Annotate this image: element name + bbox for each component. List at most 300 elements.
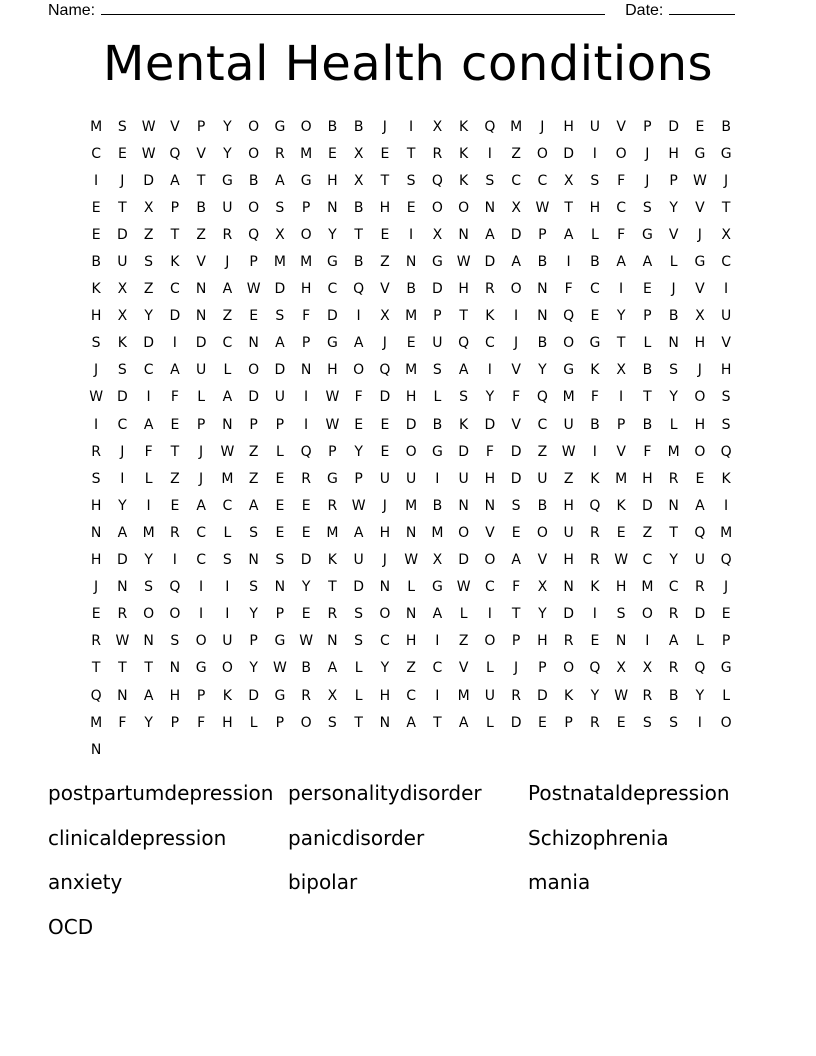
grid-letter[interactable]: X <box>275 226 285 243</box>
grid-letter[interactable]: D <box>169 308 181 325</box>
grid-letter[interactable]: L <box>590 226 599 243</box>
grid-letter[interactable]: B <box>537 497 548 514</box>
grid-letter[interactable]: G <box>431 579 443 596</box>
grid-letter[interactable]: P <box>249 416 258 433</box>
grid-letter[interactable]: S <box>327 714 337 731</box>
grid-letter[interactable]: S <box>275 308 285 325</box>
grid-letter[interactable]: C <box>91 145 102 162</box>
grid-letter[interactable]: I <box>435 633 440 650</box>
grid-letter[interactable]: O <box>300 714 312 731</box>
grid-letter[interactable]: E <box>380 226 390 243</box>
grid-letter[interactable]: F <box>354 389 363 406</box>
grid-letter[interactable]: E <box>275 497 285 514</box>
grid-letter[interactable]: I <box>435 470 440 487</box>
grid-letter[interactable]: Y <box>669 199 678 216</box>
grid-letter[interactable]: W <box>220 443 235 460</box>
grid-letter[interactable]: W <box>115 633 130 650</box>
grid-letter[interactable]: E <box>170 497 180 514</box>
grid-letter[interactable]: C <box>196 552 207 569</box>
grid-letter[interactable]: A <box>222 389 233 406</box>
grid-letter[interactable]: S <box>669 362 679 379</box>
grid-letter[interactable]: W <box>272 660 287 677</box>
grid-letter[interactable]: C <box>511 172 522 189</box>
grid-letter[interactable]: G <box>720 660 732 677</box>
grid-letter[interactable]: Q <box>353 281 365 298</box>
grid-letter[interactable]: Y <box>485 389 495 406</box>
grid-letter[interactable]: B <box>721 118 731 135</box>
grid-letter[interactable]: T <box>380 172 390 189</box>
grid-letter[interactable]: H <box>90 552 102 569</box>
grid-letter[interactable]: U <box>537 470 548 487</box>
grid-letter[interactable]: H <box>169 687 181 704</box>
grid-letter[interactable]: C <box>432 660 443 677</box>
grid-letter[interactable]: W <box>614 552 629 569</box>
grid-letter[interactable]: P <box>249 633 258 650</box>
grid-letter[interactable]: S <box>275 199 285 216</box>
grid-letter[interactable]: N <box>537 308 548 325</box>
grid-letter[interactable]: S <box>669 714 679 731</box>
grid-letter[interactable]: I <box>487 362 492 379</box>
grid-letter[interactable]: T <box>511 606 521 623</box>
grid-letter[interactable]: L <box>354 687 363 704</box>
grid-letter[interactable]: X <box>616 660 626 677</box>
grid-letter[interactable]: U <box>406 470 417 487</box>
grid-letter[interactable]: Z <box>143 281 154 298</box>
grid-letter[interactable]: R <box>117 606 128 623</box>
grid-letter[interactable]: O <box>431 199 443 216</box>
grid-letter[interactable]: U <box>589 118 600 135</box>
grid-letter[interactable]: N <box>668 335 679 352</box>
grid-letter[interactable]: O <box>641 606 653 623</box>
grid-letter[interactable]: D <box>116 226 128 243</box>
grid-letter[interactable]: S <box>144 579 154 596</box>
grid-letter[interactable]: S <box>275 552 285 569</box>
grid-letter[interactable]: I <box>172 552 177 569</box>
grid-letter[interactable]: M <box>641 579 654 596</box>
grid-letter[interactable]: N <box>248 552 259 569</box>
grid-letter[interactable]: G <box>563 362 575 379</box>
grid-letter[interactable]: Q <box>169 145 181 162</box>
grid-letter[interactable]: S <box>354 606 364 623</box>
grid-letter[interactable]: O <box>353 362 365 379</box>
grid-letter[interactable]: N <box>379 714 391 731</box>
grid-letter[interactable]: J <box>514 660 519 677</box>
grid-letter[interactable]: K <box>721 470 731 487</box>
grid-letter[interactable]: D <box>694 606 706 623</box>
grid-letter[interactable]: Q <box>431 172 443 189</box>
grid-letter[interactable]: H <box>90 497 102 514</box>
grid-letter[interactable]: R <box>301 687 311 704</box>
grid-letter[interactable]: H <box>720 362 732 379</box>
grid-letter[interactable]: E <box>354 416 364 433</box>
grid-letter[interactable]: D <box>248 389 260 406</box>
grid-letter[interactable]: J <box>645 172 650 189</box>
grid-letter[interactable]: I <box>356 308 361 325</box>
grid-letter[interactable]: H <box>615 579 627 596</box>
grid-letter[interactable]: A <box>406 714 416 731</box>
grid-letter[interactable]: O <box>536 145 548 162</box>
grid-letter[interactable]: Y <box>669 552 678 569</box>
grid-letter[interactable]: N <box>458 226 469 243</box>
grid-letter[interactable]: C <box>668 579 679 596</box>
grid-letter[interactable]: R <box>91 633 101 650</box>
grid-letter[interactable]: H <box>668 145 679 162</box>
grid-letter[interactable]: A <box>196 497 206 514</box>
grid-letter[interactable]: J <box>382 497 387 514</box>
grid-letter[interactable]: Y <box>669 389 678 406</box>
grid-letter[interactable]: B <box>196 199 206 216</box>
grid-letter[interactable]: Z <box>458 633 469 650</box>
grid-letter[interactable]: X <box>432 552 443 569</box>
grid-letter[interactable]: J <box>199 443 204 460</box>
grid-letter[interactable]: H <box>563 552 574 569</box>
grid-letter[interactable]: D <box>248 687 260 704</box>
grid-letter[interactable]: U <box>353 552 364 569</box>
grid-letter[interactable]: Y <box>144 308 153 325</box>
grid-letter[interactable]: L <box>223 362 232 379</box>
grid-letter[interactable]: P <box>616 416 626 433</box>
grid-letter[interactable]: P <box>564 714 573 731</box>
grid-letter[interactable]: J <box>382 552 387 569</box>
grid-letter[interactable]: T <box>643 389 652 406</box>
grid-letter[interactable]: P <box>301 199 311 216</box>
grid-letter[interactable]: D <box>536 687 548 704</box>
grid-letter[interactable]: V <box>537 552 548 569</box>
grid-letter[interactable]: B <box>91 254 101 271</box>
grid-letter[interactable]: M <box>405 308 418 325</box>
grid-letter[interactable]: P <box>196 687 206 704</box>
grid-letter[interactable]: W <box>325 389 340 406</box>
grid-letter[interactable]: T <box>170 443 180 460</box>
grid-letter[interactable]: T <box>564 199 573 216</box>
grid-letter[interactable]: M <box>405 362 418 379</box>
grid-letter[interactable]: I <box>697 714 702 731</box>
grid-letter[interactable]: Y <box>144 714 153 731</box>
grid-letter[interactable]: C <box>537 416 548 433</box>
grid-letter[interactable]: Z <box>511 145 521 162</box>
grid-letter[interactable]: D <box>274 362 286 379</box>
grid-letter[interactable]: E <box>380 416 390 433</box>
grid-letter[interactable]: N <box>668 497 679 514</box>
grid-letter[interactable]: K <box>564 687 574 704</box>
grid-letter[interactable]: K <box>170 254 180 271</box>
grid-letter[interactable]: S <box>721 389 731 406</box>
grid-letter[interactable]: R <box>563 633 574 650</box>
grid-letter[interactable]: J <box>94 579 99 596</box>
grid-letter[interactable]: W <box>561 443 576 460</box>
grid-letter[interactable]: A <box>170 172 180 189</box>
grid-letter[interactable]: G <box>274 633 286 650</box>
grid-letter[interactable]: S <box>432 362 442 379</box>
grid-letter[interactable]: O <box>405 443 417 460</box>
grid-letter[interactable]: H <box>300 281 312 298</box>
grid-letter[interactable]: X <box>117 308 128 325</box>
grid-letter[interactable]: N <box>484 497 496 514</box>
grid-letter[interactable]: Z <box>642 524 653 541</box>
grid-letter[interactable]: N <box>300 362 312 379</box>
grid-letter[interactable]: U <box>694 552 705 569</box>
grid-letter[interactable]: E <box>590 633 600 650</box>
grid-letter[interactable]: H <box>458 281 469 298</box>
grid-letter[interactable]: J <box>645 145 650 162</box>
grid-letter[interactable]: I <box>120 470 125 487</box>
grid-letter[interactable]: K <box>485 308 495 325</box>
grid-letter[interactable]: P <box>275 416 285 433</box>
grid-letter[interactable]: G <box>720 145 732 162</box>
grid-letter[interactable]: G <box>274 118 286 135</box>
grid-letter[interactable]: Q <box>90 687 102 704</box>
grid-letter[interactable]: L <box>223 524 232 541</box>
grid-letter[interactable]: J <box>120 172 125 189</box>
grid-letter[interactable]: G <box>326 254 338 271</box>
grid-letter[interactable]: I <box>487 606 492 623</box>
grid-letter[interactable]: X <box>511 199 521 216</box>
grid-letter[interactable]: W <box>456 579 471 596</box>
grid-letter[interactable]: S <box>91 470 101 487</box>
grid-letter[interactable]: V <box>511 416 521 433</box>
grid-letter[interactable]: U <box>379 470 390 487</box>
grid-letter[interactable]: T <box>91 660 101 677</box>
grid-letter[interactable]: U <box>484 687 495 704</box>
grid-letter[interactable]: P <box>249 254 258 271</box>
grid-letter[interactable]: I <box>225 579 230 596</box>
grid-letter[interactable]: E <box>380 145 390 162</box>
grid-letter[interactable]: C <box>406 687 417 704</box>
grid-letter[interactable]: A <box>327 660 338 677</box>
grid-letter[interactable]: O <box>248 362 260 379</box>
grid-letter[interactable]: S <box>485 172 495 189</box>
grid-letter[interactable]: D <box>510 470 522 487</box>
grid-letter[interactable]: B <box>301 660 311 677</box>
grid-letter[interactable]: I <box>514 308 519 325</box>
grid-letter[interactable]: O <box>510 281 522 298</box>
grid-letter[interactable]: T <box>354 226 363 243</box>
grid-letter[interactable]: V <box>458 660 469 677</box>
grid-letter[interactable]: M <box>142 524 155 541</box>
grid-letter[interactable]: S <box>642 199 652 216</box>
grid-letter[interactable]: N <box>90 741 102 758</box>
grid-letter[interactable]: Q <box>484 118 496 135</box>
grid-letter[interactable]: F <box>564 281 573 298</box>
grid-letter[interactable]: Y <box>538 606 547 623</box>
grid-letter[interactable]: H <box>327 172 338 189</box>
grid-letter[interactable]: E <box>170 416 180 433</box>
grid-letter[interactable]: T <box>721 199 731 216</box>
grid-letter[interactable]: Y <box>328 226 337 243</box>
grid-letter[interactable]: H <box>327 362 338 379</box>
grid-letter[interactable]: Q <box>589 497 601 514</box>
grid-letter[interactable]: M <box>221 470 234 487</box>
grid-letter[interactable]: N <box>195 281 207 298</box>
grid-letter[interactable]: A <box>432 606 443 623</box>
grid-letter[interactable]: P <box>196 416 206 433</box>
grid-letter[interactable]: V <box>196 254 206 271</box>
grid-letter[interactable]: E <box>406 199 416 216</box>
grid-letter[interactable]: W <box>692 172 707 189</box>
grid-letter[interactable]: D <box>668 118 680 135</box>
grid-letter[interactable]: I <box>199 579 204 596</box>
grid-letter[interactable]: N <box>615 633 627 650</box>
grid-letter[interactable]: A <box>485 226 495 243</box>
grid-letter[interactable]: G <box>300 172 312 189</box>
grid-letter[interactable]: G <box>641 226 653 243</box>
grid-letter[interactable]: G <box>274 687 286 704</box>
grid-letter[interactable]: E <box>406 335 416 352</box>
grid-letter[interactable]: W <box>299 633 314 650</box>
grid-letter[interactable]: W <box>325 416 340 433</box>
grid-letter[interactable]: O <box>720 714 732 731</box>
grid-letter[interactable]: C <box>327 281 338 298</box>
grid-letter[interactable]: V <box>695 281 705 298</box>
grid-letter[interactable]: Q <box>536 389 548 406</box>
grid-letter[interactable]: G <box>326 470 338 487</box>
grid-letter[interactable]: H <box>563 118 574 135</box>
grid-letter[interactable]: D <box>510 443 522 460</box>
grid-letter[interactable]: A <box>642 254 653 271</box>
grid-letter[interactable]: D <box>458 443 470 460</box>
grid-letter[interactable]: I <box>172 335 177 352</box>
grid-letter[interactable]: A <box>458 362 469 379</box>
grid-letter[interactable]: N <box>563 579 574 596</box>
grid-letter[interactable]: Q <box>694 524 706 541</box>
grid-letter[interactable]: E <box>616 524 626 541</box>
grid-letter[interactable]: P <box>669 172 678 189</box>
grid-letter[interactable]: W <box>141 145 156 162</box>
grid-letter[interactable]: V <box>616 443 626 460</box>
grid-letter[interactable]: M <box>405 497 418 514</box>
grid-letter[interactable]: M <box>273 254 286 271</box>
grid-letter[interactable]: W <box>351 497 366 514</box>
grid-letter[interactable]: D <box>379 389 391 406</box>
grid-letter[interactable]: R <box>668 660 679 677</box>
grid-letter[interactable]: H <box>222 714 233 731</box>
grid-letter[interactable]: A <box>143 416 154 433</box>
grid-letter[interactable]: U <box>117 254 128 271</box>
grid-letter[interactable]: D <box>405 416 417 433</box>
grid-letter[interactable]: I <box>409 118 414 135</box>
grid-letter[interactable]: K <box>590 579 600 596</box>
grid-letter[interactable]: C <box>196 524 207 541</box>
grid-letter[interactable]: S <box>511 497 521 514</box>
grid-letter[interactable]: L <box>275 443 284 460</box>
grid-letter[interactable]: Z <box>222 308 233 325</box>
grid-letter[interactable]: M <box>510 118 523 135</box>
grid-letter[interactable]: K <box>459 118 469 135</box>
grid-letter[interactable]: M <box>431 524 444 541</box>
grid-letter[interactable]: A <box>668 633 679 650</box>
grid-letter[interactable]: O <box>195 633 207 650</box>
grid-letter[interactable]: B <box>248 172 259 189</box>
grid-letter[interactable]: Z <box>196 226 206 243</box>
grid-letter[interactable]: D <box>116 389 128 406</box>
grid-letter[interactable]: J <box>382 118 387 135</box>
grid-letter[interactable]: Z <box>143 226 154 243</box>
grid-letter[interactable]: N <box>537 281 548 298</box>
grid-letter[interactable]: J <box>671 281 676 298</box>
grid-letter[interactable]: Y <box>118 497 127 514</box>
grid-letter[interactable]: F <box>197 714 206 731</box>
grid-letter[interactable]: M <box>457 687 470 704</box>
grid-letter[interactable]: Y <box>223 118 232 135</box>
grid-letter[interactable]: N <box>195 308 207 325</box>
grid-letter[interactable]: Q <box>379 362 391 379</box>
grid-letter[interactable]: U <box>222 199 233 216</box>
grid-letter[interactable]: O <box>536 524 548 541</box>
grid-letter[interactable]: R <box>301 470 311 487</box>
grid-letter[interactable]: K <box>91 281 101 298</box>
grid-letter[interactable]: E <box>537 714 547 731</box>
grid-letter[interactable]: V <box>485 524 495 541</box>
grid-letter[interactable]: P <box>170 199 180 216</box>
grid-letter[interactable]: O <box>458 199 470 216</box>
grid-letter[interactable]: A <box>170 362 180 379</box>
grid-letter[interactable]: R <box>91 443 101 460</box>
grid-letter[interactable]: O <box>300 226 312 243</box>
grid-letter[interactable]: W <box>246 281 261 298</box>
grid-letter[interactable]: I <box>304 416 309 433</box>
grid-letter[interactable]: E <box>721 606 731 623</box>
grid-letter[interactable]: L <box>695 633 704 650</box>
grid-letter[interactable]: D <box>195 335 207 352</box>
grid-letter[interactable]: T <box>170 226 180 243</box>
grid-letter[interactable]: V <box>616 118 626 135</box>
grid-letter[interactable]: K <box>459 145 469 162</box>
grid-letter[interactable]: E <box>642 281 652 298</box>
grid-letter[interactable]: T <box>459 308 468 325</box>
grid-letter[interactable]: O <box>563 335 575 352</box>
grid-letter[interactable]: D <box>510 714 522 731</box>
grid-letter[interactable]: A <box>511 552 521 569</box>
grid-letter[interactable]: I <box>225 606 230 623</box>
grid-letter[interactable]: V <box>196 145 206 162</box>
grid-letter[interactable]: I <box>199 606 204 623</box>
grid-letter[interactable]: U <box>222 633 233 650</box>
grid-letter[interactable]: M <box>667 443 680 460</box>
grid-letter[interactable]: E <box>616 714 626 731</box>
grid-letter[interactable]: E <box>695 118 705 135</box>
grid-letter[interactable]: O <box>563 660 575 677</box>
grid-letter[interactable]: N <box>248 335 259 352</box>
grid-letter[interactable]: V <box>721 335 731 352</box>
grid-letter[interactable]: E <box>91 606 101 623</box>
grid-letter[interactable]: C <box>589 281 600 298</box>
grid-letter[interactable]: I <box>592 606 597 623</box>
grid-letter[interactable]: L <box>407 579 416 596</box>
grid-letter[interactable]: J <box>697 362 702 379</box>
grid-letter[interactable]: A <box>117 524 128 541</box>
grid-letter[interactable]: L <box>669 416 678 433</box>
grid-letter[interactable]: K <box>616 497 626 514</box>
grid-letter[interactable]: P <box>170 714 180 731</box>
grid-letter[interactable]: H <box>589 199 601 216</box>
grid-letter[interactable]: R <box>511 687 521 704</box>
grid-letter[interactable]: R <box>275 145 285 162</box>
grid-letter[interactable]: W <box>404 552 419 569</box>
grid-letter[interactable]: R <box>170 524 180 541</box>
grid-letter[interactable]: I <box>566 254 571 271</box>
grid-letter[interactable]: X <box>432 118 443 135</box>
grid-letter[interactable]: S <box>354 633 364 650</box>
grid-letter[interactable]: A <box>353 335 364 352</box>
grid-letter[interactable]: J <box>724 579 729 596</box>
grid-letter[interactable]: H <box>694 335 706 352</box>
grid-letter[interactable]: S <box>642 714 652 731</box>
grid-letter[interactable]: A <box>248 497 259 514</box>
grid-letter[interactable]: C <box>642 552 653 569</box>
grid-letter[interactable]: X <box>721 226 731 243</box>
grid-letter[interactable]: F <box>617 226 626 243</box>
grid-letter[interactable]: M <box>615 470 628 487</box>
